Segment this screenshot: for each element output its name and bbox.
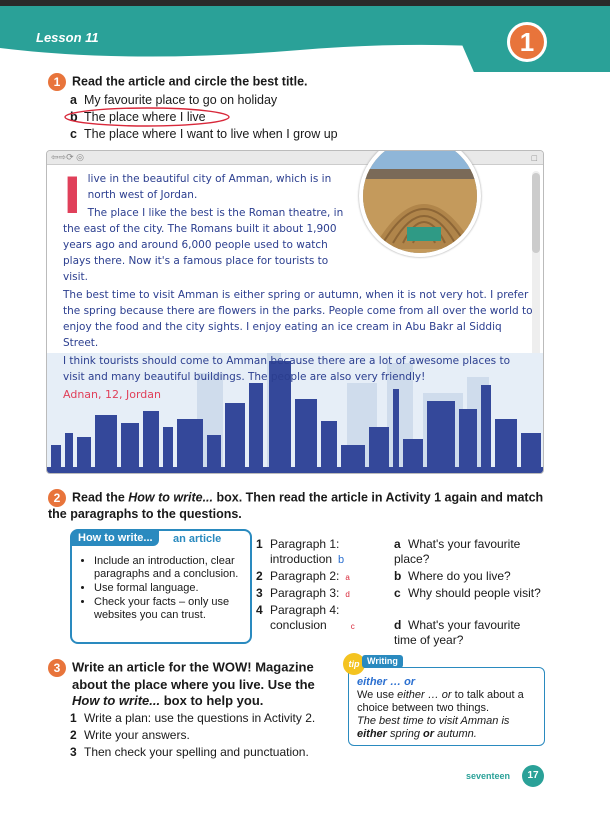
activity3-number: 3 [48,659,66,677]
article-paragraph-2: The place I like the best is the Roman theatre, in the east of the city. The Romans built it about 1,900 years ago and around 6,000 people used to watch plays there. Now it's a famous place for tourists to visit. [63,207,344,283]
tip-heading: either … or [357,676,416,688]
activity2-number: 2 [48,489,66,507]
step-2: 2 Write your answers. [70,728,190,742]
how-to-write-title: How to write... [72,530,159,546]
header-top-strip [0,0,610,6]
tip-item: • Use formal language. [94,582,250,595]
page-number-badge: 17 [522,765,544,787]
how-to-write-subtitle: an article [173,533,222,545]
article-browser-window [46,150,544,474]
how-to-write-box [70,529,252,644]
tip-icon: tip [343,653,365,675]
answer-3[interactable]: d [345,590,350,599]
section-label: Writing [490,80,535,95]
answer-1[interactable]: b [338,554,345,566]
activity3-instruction: 3 Write an article for the WOW! Magazine about the place where you live. Use the How to write... box to help you. [48,659,315,709]
paragraph-3-row: 3 Paragraph 3: d [256,586,350,600]
paragraph-2-row: 2 Paragraph 2: a [256,569,350,583]
browser-nav-icons[interactable]: ⇦⇨⟳ ◎ [51,152,84,162]
answer-4[interactable]: c [350,622,355,631]
step-1: 1 Write a plan: use the questions in Activity 2. [70,711,316,725]
paragraph-4-row: 4 Paragraph 4: [256,603,340,617]
tip-explanation: We use either … or to talk about a choice between two things. [357,689,524,714]
step-3: 3 Then check your spelling and punctuation. [70,745,309,759]
paragraph-1-row: 1 Paragraph 1: [256,537,340,551]
activity1-number: 1 [48,73,66,91]
article-paragraph-3: The best time to visit Amman is either spring or autumn, when it is not very hot. I prefer the spring because there are flowers in the parks. People come from all over the world to enjoy the food and the city sights. I enjoy eating an ice cream in Abu Bakr al Siddiq Street. [63,289,533,349]
header-banner [0,0,610,72]
browser-scroll-thumb[interactable] [532,173,540,253]
browser-maximize-icon[interactable]: □ [531,153,537,163]
question-c: c Why should people visit? [394,586,541,600]
answer-2[interactable]: a [345,573,350,582]
page-number-word: seventeen [466,771,511,781]
article-dropcap: I [63,167,82,225]
option-a[interactable]: a My favourite place to go on holiday [70,93,278,107]
tip-item: • Check your facts – only use websites you can trust. [94,596,250,622]
answer-circle [62,105,232,129]
article-signature: Adnan, 12, Jordan [63,388,161,401]
option-b[interactable]: b The place where I live [70,110,206,124]
paragraph-1-row-cont: introduction b [270,552,345,566]
option-c[interactable]: c The place where I want to live when I grow up [70,127,338,141]
paragraph-4-row-cont: conclusion c [270,618,355,632]
article-paragraph-4: I think tourists should come to Amman because there are a lot of awesome places to visit and many beautiful buildings. The people are also very friendly! [63,355,511,383]
tip-label: Writing [362,655,403,668]
tip-example: The best time to visit Amman is either spring or autumn. [357,715,510,740]
tip-item: • Include an introduction, clear paragraphs and a conclusion. [94,555,250,581]
article-text [63,167,533,405]
lesson-label: Lesson 11 [36,30,99,45]
how-to-write-tips [94,555,250,623]
question-d: d What's your favourite time of year? [394,618,521,647]
writing-tip-box [348,667,545,746]
activity2-instruction: 2 Read the How to write... box. Then read the article in Activity 1 again and match the paragraphs to the questions. [48,490,544,521]
question-b: b Where do you live? [394,569,511,583]
question-a: a What's your favourite place? [394,537,521,566]
article-paragraph-1: live in the beautiful city of Amman, which is in north west of Jordan. [87,173,332,201]
unit-number-badge: 1 [507,22,547,62]
activity1-instruction: 1 Read the article and circle the best title. [48,73,308,91]
